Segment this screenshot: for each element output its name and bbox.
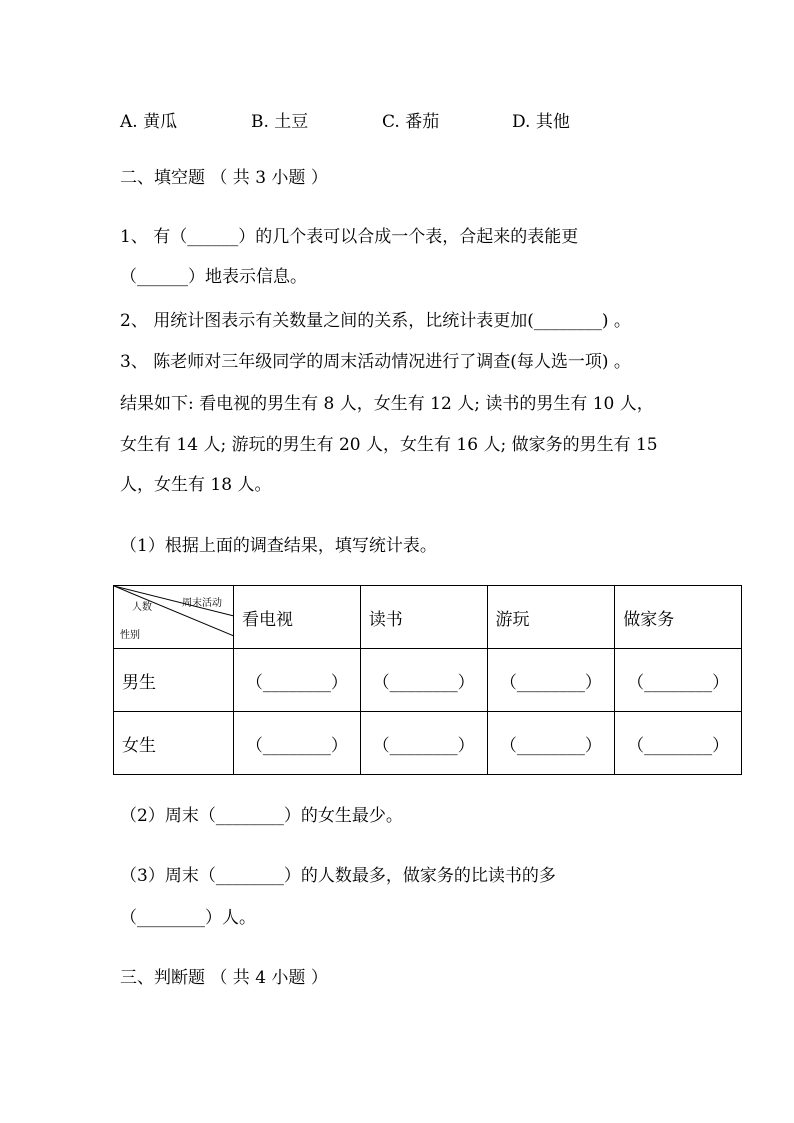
answer-blank[interactable]: （________） [360,649,487,712]
corner-label-activity: 周末活动 [182,598,222,609]
header-reading: 读书 [360,586,487,649]
question-3-line-1: 3、 陈老师对三年级同学的周末活动情况进行了调查(每人选一项) 。 [120,352,631,372]
table-row [114,712,742,775]
row-label-boys: 男生 [114,649,234,712]
corner-label-count: 人数 [132,602,152,613]
table-header-row [114,586,742,649]
corner-label-gender: 性别 [120,630,140,641]
option-d: D. 其他 [512,112,570,132]
answer-blank[interactable]: （________） [615,649,742,712]
answer-blank[interactable]: （________） [360,712,487,775]
question-3-line-4: 人，女生有 18 人。 [120,475,272,495]
header-tv: 看电视 [234,586,361,649]
sub-question-3-line-1: （3）周末（________）的人数最多，做家务的比读书的多 [120,866,556,886]
question-1-line-2: （______）地表示信息。 [120,267,307,287]
header-playing: 游玩 [487,586,615,649]
question-1-line-1: 1、 有（______）的几个表可以合成一个表，合起来的表能更 [120,227,579,247]
sub-question-3-line-2: （________）人。 [120,908,256,928]
answer-blank[interactable]: （________） [234,649,361,712]
option-c: C. 番茄 [382,112,440,132]
question-3-line-2: 结果如下: 看电视的男生有 8 人，女生有 12 人; 读书的男生有 10 人， [120,394,654,414]
sub-question-2: （2）周末（________）的女生最少。 [120,806,403,826]
row-label-girls: 女生 [114,712,234,775]
sub-question-1: （1）根据上面的调查结果，填写统计表。 [120,536,437,556]
question-2: 2、 用统计图表示有关数量之间的关系，比统计表更加(________) 。 [120,311,631,331]
option-b: B. 土豆 [251,112,309,132]
section3-title: 三、判断题 （ 共 4 小题 ） [120,968,328,988]
option-a: A. 黄瓜 [120,112,178,132]
answer-blank[interactable]: （________） [487,649,615,712]
header-housework: 做家务 [615,586,742,649]
section2-title: 二、填空题 （ 共 3 小题 ） [120,168,328,188]
survey-table [113,585,742,775]
answer-blank[interactable]: （________） [234,712,361,775]
table-row [114,649,742,712]
table-corner-cell [114,586,234,649]
question-3-line-3: 女生有 14 人; 游玩的男生有 20 人，女生有 16 人; 做家务的男生有 15 [120,435,658,455]
answer-blank[interactable]: （________） [615,712,742,775]
answer-blank[interactable]: （________） [487,712,615,775]
